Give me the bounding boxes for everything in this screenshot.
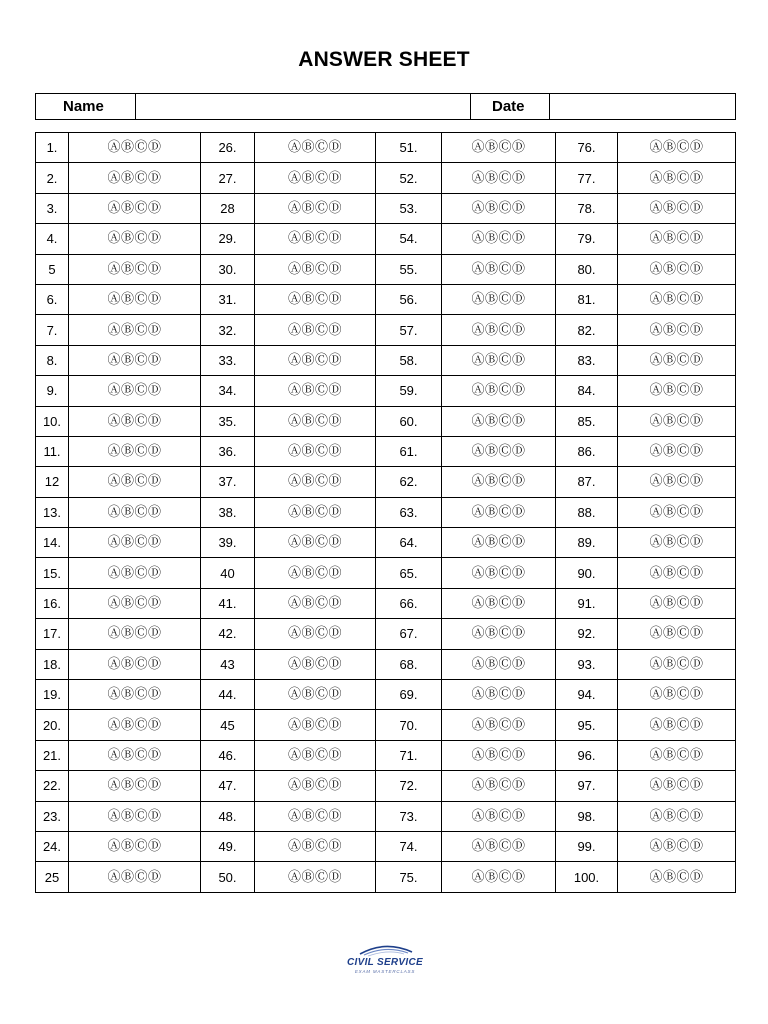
answer-options[interactable]: ⒶⒷⒸⒹ — [255, 710, 376, 740]
question-number: 25 — [36, 862, 69, 892]
answer-options[interactable]: ⒶⒷⒸⒹ — [69, 862, 201, 892]
table-row — [36, 710, 736, 740]
question-number: 99. — [556, 831, 618, 861]
answer-options[interactable]: ⒶⒷⒸⒹ — [442, 163, 556, 193]
question-number: 94. — [556, 680, 618, 710]
question-number: 38. — [201, 497, 255, 527]
question-number: 89. — [556, 528, 618, 558]
question-number: 50. — [201, 862, 255, 892]
answer-options[interactable]: ⒶⒷⒸⒹ — [69, 467, 201, 497]
answer-options[interactable]: ⒶⒷⒸⒹ — [255, 680, 376, 710]
answer-options[interactable]: ⒶⒷⒸⒹ — [69, 680, 201, 710]
question-number: 54. — [376, 224, 442, 254]
answer-options[interactable]: ⒶⒷⒸⒹ — [255, 497, 376, 527]
answer-options[interactable]: ⒶⒷⒸⒹ — [69, 649, 201, 679]
answer-options[interactable]: ⒶⒷⒸⒹ — [618, 801, 736, 831]
answer-options[interactable]: ⒶⒷⒸⒹ — [442, 831, 556, 861]
answer-options[interactable]: ⒶⒷⒸⒹ — [255, 163, 376, 193]
table-row — [36, 619, 736, 649]
answer-options[interactable]: ⒶⒷⒸⒹ — [69, 558, 201, 588]
table-row — [36, 133, 736, 163]
question-number: 6. — [36, 284, 69, 314]
answer-options[interactable]: ⒶⒷⒸⒹ — [255, 193, 376, 223]
question-number: 19. — [36, 680, 69, 710]
question-number: 45 — [201, 710, 255, 740]
answer-grid — [35, 132, 736, 893]
answer-options[interactable]: ⒶⒷⒸⒹ — [442, 224, 556, 254]
question-number: 70. — [376, 710, 442, 740]
table-row — [36, 558, 736, 588]
name-field[interactable] — [136, 94, 471, 120]
question-number: 62. — [376, 467, 442, 497]
table-row — [36, 771, 736, 801]
answer-options[interactable]: ⒶⒷⒸⒹ — [442, 740, 556, 770]
answer-options[interactable]: ⒶⒷⒸⒹ — [618, 497, 736, 527]
question-number: 28 — [201, 193, 255, 223]
logo-subtext: EXAM MASTERCLASS — [354, 969, 416, 974]
answer-options[interactable]: ⒶⒷⒸⒹ — [69, 284, 201, 314]
question-number: 97. — [556, 771, 618, 801]
answer-options[interactable]: ⒶⒷⒸⒹ — [618, 831, 736, 861]
question-number: 5 — [36, 254, 69, 284]
question-number: 9. — [36, 376, 69, 406]
question-number: 44. — [201, 680, 255, 710]
answer-options[interactable]: ⒶⒷⒸⒹ — [618, 133, 736, 163]
answer-options[interactable]: ⒶⒷⒸⒹ — [442, 619, 556, 649]
question-number: 65. — [376, 558, 442, 588]
question-number: 18. — [36, 649, 69, 679]
answer-options[interactable]: ⒶⒷⒸⒹ — [618, 436, 736, 466]
answer-options[interactable]: ⒶⒷⒸⒹ — [442, 193, 556, 223]
question-number: 48. — [201, 801, 255, 831]
answer-options[interactable]: ⒶⒷⒸⒹ — [618, 467, 736, 497]
question-number: 61. — [376, 436, 442, 466]
question-number: 69. — [376, 680, 442, 710]
answer-options[interactable]: ⒶⒷⒸⒹ — [69, 831, 201, 861]
table-row — [36, 649, 736, 679]
answer-options[interactable]: ⒶⒷⒸⒹ — [442, 528, 556, 558]
answer-options[interactable]: ⒶⒷⒸⒹ — [255, 771, 376, 801]
answer-options[interactable]: ⒶⒷⒸⒹ — [442, 254, 556, 284]
answer-options[interactable]: ⒶⒷⒸⒹ — [255, 588, 376, 618]
answer-options[interactable]: ⒶⒷⒸⒹ — [255, 528, 376, 558]
answer-options[interactable]: ⒶⒷⒸⒹ — [442, 710, 556, 740]
question-number: 13. — [36, 497, 69, 527]
question-number: 30. — [201, 254, 255, 284]
answer-options[interactable]: ⒶⒷⒸⒹ — [442, 436, 556, 466]
question-number: 14. — [36, 528, 69, 558]
answer-options[interactable]: ⒶⒷⒸⒹ — [442, 588, 556, 618]
question-number: 86. — [556, 436, 618, 466]
answer-options[interactable]: ⒶⒷⒸⒹ — [618, 558, 736, 588]
question-number: 60. — [376, 406, 442, 436]
question-number: 1. — [36, 133, 69, 163]
answer-options[interactable]: ⒶⒷⒸⒹ — [255, 376, 376, 406]
question-number: 36. — [201, 436, 255, 466]
question-number: 81. — [556, 284, 618, 314]
question-number: 55. — [376, 254, 442, 284]
answer-options[interactable]: ⒶⒷⒸⒹ — [69, 133, 201, 163]
question-number: 80. — [556, 254, 618, 284]
table-row — [36, 436, 736, 466]
question-number: 75. — [376, 862, 442, 892]
table-row — [36, 497, 736, 527]
question-number: 85. — [556, 406, 618, 436]
date-label: Date — [471, 94, 550, 120]
question-number: 79. — [556, 224, 618, 254]
answer-options[interactable]: ⒶⒷⒸⒹ — [69, 345, 201, 375]
question-number: 17. — [36, 619, 69, 649]
answer-options[interactable]: ⒶⒷⒸⒹ — [442, 680, 556, 710]
answer-options[interactable]: ⒶⒷⒸⒹ — [618, 740, 736, 770]
answer-options[interactable]: ⒶⒷⒸⒹ — [618, 680, 736, 710]
answer-options[interactable]: ⒶⒷⒸⒹ — [255, 801, 376, 831]
question-number: 74. — [376, 831, 442, 861]
question-number: 98. — [556, 801, 618, 831]
question-number: 82. — [556, 315, 618, 345]
table-row — [36, 588, 736, 618]
question-number: 31. — [201, 284, 255, 314]
answer-options[interactable]: ⒶⒷⒸⒹ — [69, 315, 201, 345]
table-row — [36, 680, 736, 710]
question-number: 59. — [376, 376, 442, 406]
question-number: 37. — [201, 467, 255, 497]
answer-options[interactable]: ⒶⒷⒸⒹ — [69, 619, 201, 649]
question-number: 88. — [556, 497, 618, 527]
question-number: 77. — [556, 163, 618, 193]
answer-options[interactable]: ⒶⒷⒸⒹ — [442, 771, 556, 801]
answer-options[interactable]: ⒶⒷⒸⒹ — [618, 254, 736, 284]
question-number: 47. — [201, 771, 255, 801]
question-number: 46. — [201, 740, 255, 770]
answer-options[interactable]: ⒶⒷⒸⒹ — [618, 376, 736, 406]
question-number: 91. — [556, 588, 618, 618]
answer-options[interactable]: ⒶⒷⒸⒹ — [69, 497, 201, 527]
question-number: 33. — [201, 345, 255, 375]
answer-options[interactable]: ⒶⒷⒸⒹ — [255, 862, 376, 892]
answer-options[interactable]: ⒶⒷⒸⒹ — [618, 284, 736, 314]
answer-options[interactable]: ⒶⒷⒸⒹ — [69, 740, 201, 770]
question-number: 2. — [36, 163, 69, 193]
question-number: 3. — [36, 193, 69, 223]
answer-options[interactable]: ⒶⒷⒸⒹ — [442, 649, 556, 679]
answer-options[interactable]: ⒶⒷⒸⒹ — [442, 376, 556, 406]
question-number: 64. — [376, 528, 442, 558]
table-row — [36, 345, 736, 375]
answer-options[interactable]: ⒶⒷⒸⒹ — [255, 315, 376, 345]
table-row — [36, 740, 736, 770]
answer-options[interactable]: ⒶⒷⒸⒹ — [69, 224, 201, 254]
question-number: 42. — [201, 619, 255, 649]
answer-options[interactable]: ⒶⒷⒸⒹ — [618, 619, 736, 649]
logo-text: CIVIL SERVICE — [347, 957, 423, 968]
answer-options[interactable]: ⒶⒷⒸⒹ — [255, 224, 376, 254]
question-number: 68. — [376, 649, 442, 679]
answer-options[interactable]: ⒶⒷⒸⒹ — [618, 710, 736, 740]
table-row — [36, 467, 736, 497]
question-number: 56. — [376, 284, 442, 314]
answer-options[interactable]: ⒶⒷⒸⒹ — [69, 801, 201, 831]
question-number: 10. — [36, 406, 69, 436]
answer-options[interactable]: ⒶⒷⒸⒹ — [255, 133, 376, 163]
question-number: 16. — [36, 588, 69, 618]
table-row — [36, 163, 736, 193]
table-row — [36, 315, 736, 345]
answer-options[interactable]: ⒶⒷⒸⒹ — [442, 345, 556, 375]
answer-options[interactable]: ⒶⒷⒸⒹ — [69, 588, 201, 618]
answer-options[interactable]: ⒶⒷⒸⒹ — [69, 254, 201, 284]
question-number: 40 — [201, 558, 255, 588]
answer-options[interactable]: ⒶⒷⒸⒹ — [255, 740, 376, 770]
answer-options[interactable]: ⒶⒷⒸⒹ — [618, 345, 736, 375]
question-number: 63. — [376, 497, 442, 527]
answer-options[interactable]: ⒶⒷⒸⒹ — [618, 862, 736, 892]
question-number: 32. — [201, 315, 255, 345]
table-row — [36, 254, 736, 284]
question-number: 95. — [556, 710, 618, 740]
answer-options[interactable]: ⒶⒷⒸⒹ — [255, 649, 376, 679]
answer-options[interactable]: ⒶⒷⒸⒹ — [442, 467, 556, 497]
question-number: 52. — [376, 163, 442, 193]
answer-options[interactable]: ⒶⒷⒸⒹ — [618, 193, 736, 223]
question-number: 96. — [556, 740, 618, 770]
answer-options[interactable]: ⒶⒷⒸⒹ — [442, 284, 556, 314]
answer-options[interactable]: ⒶⒷⒸⒹ — [255, 406, 376, 436]
question-number: 26. — [201, 133, 255, 163]
table-row — [36, 862, 736, 892]
answer-options[interactable]: ⒶⒷⒸⒹ — [69, 710, 201, 740]
answer-options[interactable]: ⒶⒷⒸⒹ — [255, 619, 376, 649]
answer-options[interactable]: ⒶⒷⒸⒹ — [69, 163, 201, 193]
question-number: 23. — [36, 801, 69, 831]
answer-options[interactable]: ⒶⒷⒸⒹ — [255, 467, 376, 497]
table-row — [36, 801, 736, 831]
answer-options[interactable]: ⒶⒷⒸⒹ — [255, 831, 376, 861]
question-number: 90. — [556, 558, 618, 588]
table-row — [36, 528, 736, 558]
question-number: 21. — [36, 740, 69, 770]
question-number: 78. — [556, 193, 618, 223]
answer-options[interactable]: ⒶⒷⒸⒹ — [255, 436, 376, 466]
question-number: 58. — [376, 345, 442, 375]
table-row — [36, 406, 736, 436]
question-number: 39. — [201, 528, 255, 558]
answer-options[interactable]: ⒶⒷⒸⒹ — [618, 163, 736, 193]
answer-options[interactable]: ⒶⒷⒸⒹ — [442, 315, 556, 345]
answer-options[interactable]: ⒶⒷⒸⒹ — [255, 558, 376, 588]
question-number: 84. — [556, 376, 618, 406]
question-number: 34. — [201, 376, 255, 406]
answer-options[interactable]: ⒶⒷⒸⒹ — [442, 406, 556, 436]
question-number: 73. — [376, 801, 442, 831]
question-number: 71. — [376, 740, 442, 770]
answer-options[interactable]: ⒶⒷⒸⒹ — [618, 528, 736, 558]
question-number: 67. — [376, 619, 442, 649]
question-number: 53. — [376, 193, 442, 223]
answer-options[interactable]: ⒶⒷⒸⒹ — [618, 771, 736, 801]
question-number: 12 — [36, 467, 69, 497]
question-number: 24. — [36, 831, 69, 861]
answer-options[interactable]: ⒶⒷⒸⒹ — [618, 224, 736, 254]
question-number: 29. — [201, 224, 255, 254]
table-row — [36, 224, 736, 254]
date-field[interactable] — [550, 94, 736, 120]
question-number: 41. — [201, 588, 255, 618]
answer-options[interactable]: ⒶⒷⒸⒹ — [69, 528, 201, 558]
question-number: 43 — [201, 649, 255, 679]
name-date-header — [35, 93, 736, 120]
question-number: 11. — [36, 436, 69, 466]
question-number: 15. — [36, 558, 69, 588]
question-number: 87. — [556, 467, 618, 497]
question-number: 49. — [201, 831, 255, 861]
question-number: 22. — [36, 771, 69, 801]
question-number: 4. — [36, 224, 69, 254]
question-number: 66. — [376, 588, 442, 618]
question-number: 93. — [556, 649, 618, 679]
answer-options[interactable]: ⒶⒷⒸⒹ — [69, 376, 201, 406]
answer-options[interactable]: ⒶⒷⒸⒹ — [255, 284, 376, 314]
answer-options[interactable]: ⒶⒷⒸⒹ — [618, 649, 736, 679]
question-number: 8. — [36, 345, 69, 375]
question-number: 83. — [556, 345, 618, 375]
question-number: 72. — [376, 771, 442, 801]
question-number: 76. — [556, 133, 618, 163]
question-number: 7. — [36, 315, 69, 345]
question-number: 100. — [556, 862, 618, 892]
question-number: 51. — [376, 133, 442, 163]
answer-options[interactable]: ⒶⒷⒸⒹ — [442, 801, 556, 831]
answer-options[interactable]: ⒶⒷⒸⒹ — [618, 588, 736, 618]
question-number: 92. — [556, 619, 618, 649]
answer-options[interactable]: ⒶⒷⒸⒹ — [69, 771, 201, 801]
answer-options[interactable]: ⒶⒷⒸⒹ — [618, 315, 736, 345]
table-row — [36, 376, 736, 406]
table-row — [36, 831, 736, 861]
answer-options[interactable]: ⒶⒷⒸⒹ — [255, 254, 376, 284]
name-label: Name — [36, 94, 136, 120]
page-title: ANSWER SHEET — [298, 48, 470, 71]
answer-options[interactable]: ⒶⒷⒸⒹ — [69, 436, 201, 466]
question-number: 35. — [201, 406, 255, 436]
answer-options[interactable]: ⒶⒷⒸⒹ — [442, 862, 556, 892]
answer-options[interactable]: ⒶⒷⒸⒹ — [255, 345, 376, 375]
answer-options[interactable]: ⒶⒷⒸⒹ — [442, 497, 556, 527]
table-row — [36, 284, 736, 314]
answer-options[interactable]: ⒶⒷⒸⒹ — [618, 406, 736, 436]
answer-options[interactable]: ⒶⒷⒸⒹ — [442, 133, 556, 163]
question-number: 57. — [376, 315, 442, 345]
answer-options[interactable]: ⒶⒷⒸⒹ — [442, 558, 556, 588]
answer-options[interactable]: ⒶⒷⒸⒹ — [69, 406, 201, 436]
question-number: 27. — [201, 163, 255, 193]
answer-options[interactable]: ⒶⒷⒸⒹ — [69, 193, 201, 223]
table-row — [36, 193, 736, 223]
question-number: 20. — [36, 710, 69, 740]
